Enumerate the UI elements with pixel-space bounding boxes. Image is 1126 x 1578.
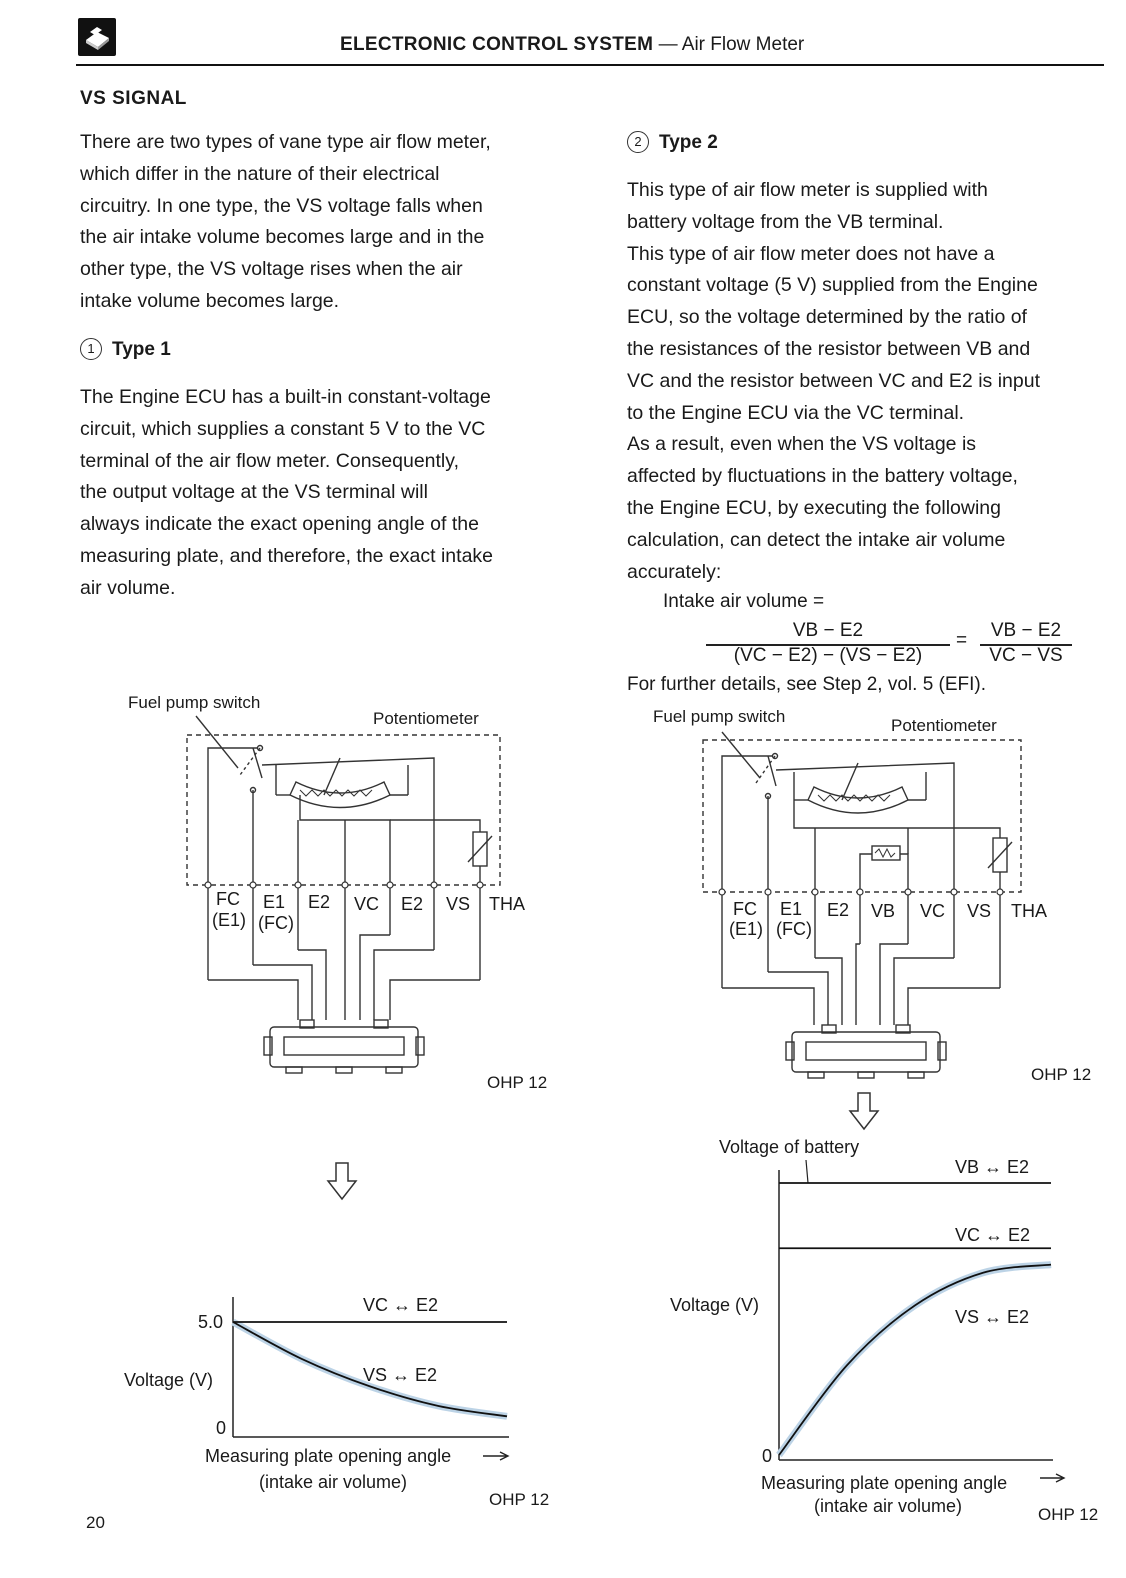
text-line: This type of air flow meter does not have a	[627, 242, 995, 265]
ohp-label: OHP 12	[1031, 1065, 1092, 1084]
pin-label: FC	[733, 899, 757, 919]
text-line: ECU, so the voltage determined by the ratio of	[627, 306, 1027, 329]
header-title: ELECTRONIC CONTROL SYSTEM	[340, 34, 654, 55]
graph2-xlabel-sub: (intake air volume)	[814, 1496, 963, 1516]
text-line: This type of air flow meter is supplied with	[627, 179, 988, 201]
pin-label: E1	[263, 892, 286, 912]
text-line: As a result, even when the VS voltage is	[627, 433, 977, 456]
text-line: constant voltage (5 V) supplied from the Engine	[627, 274, 1038, 297]
text-line: affected by fluctuations in the battery voltage,	[627, 465, 1018, 488]
formula-equals: =	[956, 630, 968, 651]
type2-title: Type 2	[659, 132, 718, 153]
graph2-battery-label: Voltage of battery	[719, 1137, 860, 1157]
page-number: 20	[86, 1513, 105, 1532]
formula-num2: VB − E2	[990, 620, 1062, 641]
pin-label: VS	[446, 894, 471, 914]
pin-label: (FC)	[258, 913, 294, 933]
pin-label: THA	[1011, 901, 1047, 921]
pin-label: (FC)	[776, 919, 812, 939]
graph1-vs-label: VS ↔ E2	[363, 1365, 438, 1385]
text-line: The Engine ECU has a built-in constant-voltage	[80, 386, 491, 408]
text-line: calculation, can detect the intake air volume	[627, 528, 1006, 551]
leader-line	[806, 1160, 808, 1183]
ohp-label: OHP 12	[1038, 1505, 1099, 1524]
pin-label: E2	[827, 900, 850, 920]
graph2-ytick-zero: 0	[762, 1446, 773, 1466]
graph1-xlabel-sub: (intake air volume)	[259, 1472, 408, 1492]
text-line: to the Engine ECU via the VC terminal.	[627, 401, 965, 424]
text-line: There are two types of vane type air flow meter,	[80, 131, 491, 153]
text-line: the output voltage at the VS terminal will	[80, 481, 428, 504]
text-line: intake volume becomes large.	[80, 289, 340, 312]
text-line: VC and the resistor between VC and E2 is input	[627, 369, 1040, 392]
graph1-ytick-zero: 0	[216, 1418, 227, 1438]
formula-lhs: Intake air volume =	[663, 591, 825, 612]
ohp-label: OHP 12	[487, 1073, 548, 1092]
text-line: circuit, which supplies a constant 5 V to the VC	[80, 417, 486, 440]
formula-den2: VC − VS	[989, 645, 1063, 666]
text-line: terminal of the air flow meter. Consequently,	[80, 449, 459, 472]
type1-number: 1	[80, 338, 102, 360]
text-line: circuitry. In one type, the VS voltage falls when	[80, 194, 483, 217]
fuel-pump-switch-label: Fuel pump switch	[653, 707, 786, 726]
text-line: measuring plate, and therefore, the exact intake	[80, 544, 494, 567]
fuel-pump-switch-label: Fuel pump switch	[128, 693, 261, 712]
pin-label: THA	[489, 894, 525, 914]
pin-label: VC	[354, 894, 380, 914]
pin-label: VC	[920, 901, 946, 921]
pin-label: VS	[967, 901, 992, 921]
text-line: the air intake volume becomes large and in the	[80, 226, 485, 249]
pin-label: (E1)	[212, 910, 247, 930]
graph2-ylabel: Voltage (V)	[670, 1295, 760, 1315]
graph2-xlabel: Measuring plate opening angle	[761, 1473, 1008, 1493]
potentiometer-label: Potentiometer	[373, 709, 479, 728]
type2-number: 2	[627, 131, 649, 153]
text-line: the resistances of the resistor between VB and	[627, 337, 1031, 360]
pin-label: VB	[871, 901, 896, 921]
text-line: air volume.	[80, 576, 176, 599]
section-title: VS SIGNAL	[80, 88, 187, 109]
arrow-right-icon	[1040, 1474, 1064, 1482]
graph2-vs-label: VS ↔ E2	[955, 1307, 1030, 1327]
vs-e2-shadow	[779, 1265, 1051, 1455]
header-subtitle: — Air Flow Meter	[658, 34, 805, 55]
pin-label: (E1)	[729, 919, 764, 939]
graph1-ytick-top: 5.0	[198, 1312, 224, 1332]
graph1-ylabel: Voltage (V)	[124, 1370, 214, 1390]
graph1-vc-label: VC ↔ E2	[363, 1295, 439, 1315]
vs-e2-line	[779, 1265, 1051, 1455]
pin-label: E2	[401, 894, 424, 914]
formula-den1: (VC − E2) − (VS − E2)	[733, 645, 923, 666]
graph2-vb-label: VB ↔ E2	[955, 1157, 1030, 1177]
pin-label: FC	[216, 889, 240, 909]
graph1-xlabel: Measuring plate opening angle	[205, 1446, 452, 1466]
pin-label: E1	[780, 899, 803, 919]
type1-title: Type 1	[112, 339, 171, 360]
text-line: which differ in the nature of their electrical	[80, 162, 440, 185]
text-line: accurately:	[627, 560, 722, 583]
text-line: battery voltage from the VB terminal.	[627, 210, 944, 233]
text-line: always indicate the exact opening angle of the	[80, 513, 479, 536]
graph2-vc-label: VC ↔ E2	[955, 1225, 1031, 1245]
further-details: For further details, see Step 2, vol. 5 (EFI).	[627, 674, 987, 695]
ohp-label: OHP 12	[489, 1490, 550, 1509]
potentiometer-label: Potentiometer	[891, 716, 997, 735]
formula-num1: VB − E2	[792, 620, 864, 641]
text-line: other type, the VS voltage rises when the air	[80, 258, 463, 281]
pin-label: E2	[308, 892, 331, 912]
text-line: the Engine ECU, by executing the following	[627, 496, 1001, 519]
